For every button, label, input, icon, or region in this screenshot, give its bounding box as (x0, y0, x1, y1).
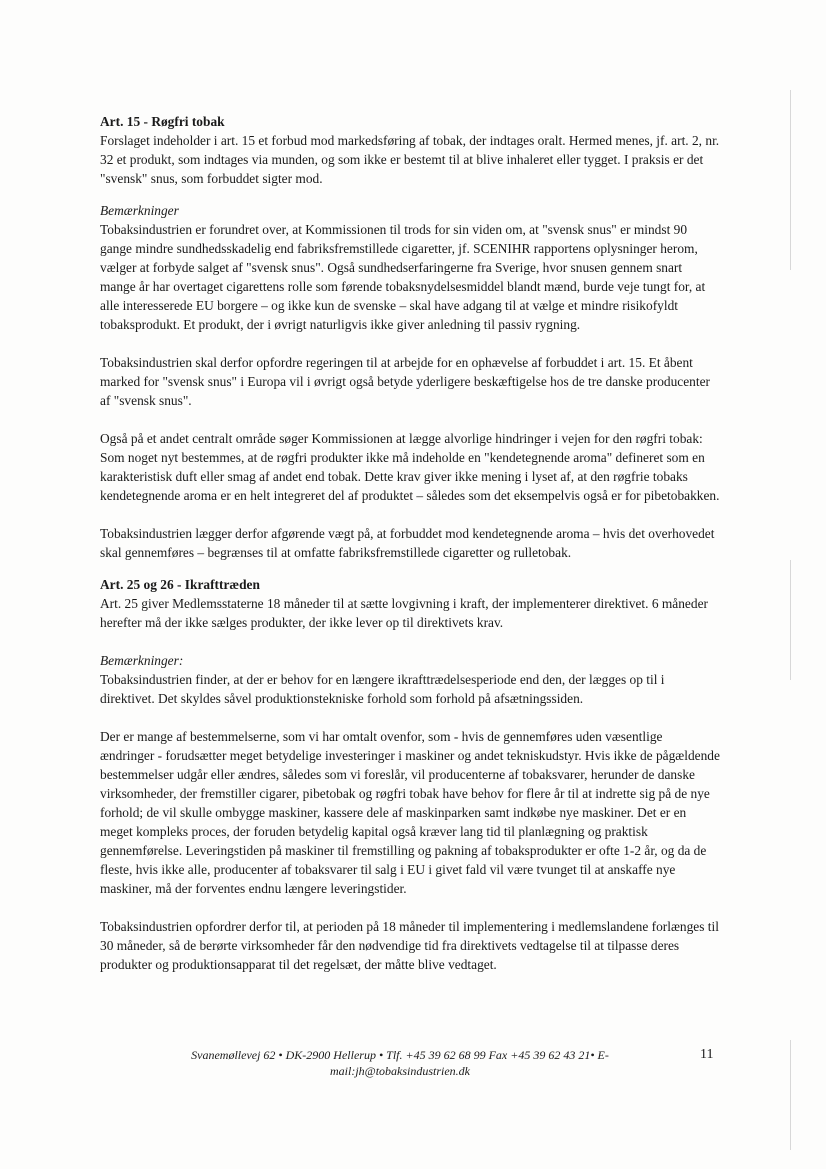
remarks1-paragraph-1: Tobaksindustrien er forundret over, at Kommissionen til trods for sin viden om, at "svensk snus" er mindst 90 gange mindre sundhedsskadelig end fabriksfremstillede cigaretter, jf. SCENIHR rapportens oplysninger herom, vælger at forbyde salget af "svensk snus". Også sundhedserfaringerne fra Sverige, hvor snusen gennem snart mange år har overtaget cigarettens rolle som førende tobaksnydelsesmiddel blandt mænd, burde veje tungt for, at alle interesserede EU borgere – og ikke kun de svenske – skal have adgang til at vælge et mindre risikofyldt tobaksprodukt. Et produkt, der i øvrigt naturligvis ikke giver anledning til passiv rygning. (100, 222, 706, 332)
remarks1-paragraph-4: Tobaksindustrien lægger derfor afgørende vægt på, at forbuddet mod kendetegnende aroma – hvis det overhovedet skal gennemføres – begrænses til at omfatte fabriksfremstillede cigaretter og rulletobak. (100, 526, 715, 560)
remarks2-paragraph-1: Tobaksindustrien finder, at der er behov for en længere ikrafttrædelsesperiode end den, der lægges op til i direktivet. Det skyldes såvel produktionstekniske forhold som forhold på afsætningssiden. (100, 672, 665, 706)
remarks1-paragraph-2: Tobaksindustrien skal derfor opfordre regeringen til at arbejde for en ophævelse af forbuddet i art. 15. Et åbent marked for "svensk snus" i Europa vil i øvrigt også betyde yderligere beskæftigelse hos de tre danske producenter af "svensk snus". (100, 355, 710, 408)
footer-address: Svanemøllevej 62 • DK-2900 Hellerup • Tlf. +45 39 62 68 99 Fax +45 39 62 43 21• E-mail:jh@tobaksindustrien.dk (191, 1048, 609, 1078)
art25-heading: Art. 25 og 26 - Ikrafttræden (100, 577, 260, 592)
remarks2-paragraph-2: Der er mange af bestemmelserne, som vi har omtalt ovenfor, som - hvis de gennemføres uden væsentlige ændringer - forudsætter meget betydelige investeringer i maskiner og andet tekniskudstyr. Hvis ikke de pågældende bestemmelser udgår eller ændres, således som vi foreslår, vil producenterne af tobaksvarer, herunder de danske virksomheder, der fremstiller cigarer, pibetobak og røgfri tobak have behov for flere år til at indrette sig på de nye forhold; de vil skulle ombygge maskiner, kassere dele af maskinparken samt indkøbe nye maskiner. Det er en meget kompleks proces, der foruden betydelig kapital også kræver lang tid til planlægning og praktisk gennemførelse. Leveringstiden på maskiner til fremstilling og pakning af tobaksprodukter er ofte 1-2 år, og da de fleste, hvis ikke alle, producenter af tobaksvarer til salg i EU i givet fald vil være tvunget til at anskaffe nye maskiner, må der forventes endnu længere leveringstider. (100, 729, 720, 896)
document-body (100, 112, 720, 974)
remarks2-heading: Bemærkninger: (100, 653, 184, 668)
remarks1-heading: Bemærkninger (100, 203, 179, 218)
scan-edge-mark (790, 560, 791, 680)
scan-edge-mark (790, 90, 791, 270)
art15-heading: Art. 15 - Røgfri tobak (100, 114, 225, 129)
art25-text: Art. 25 giver Medlemsstaterne 18 måneder til at sætte lovgivning i kraft, der implementerer direktivet. 6 måneder herefter må der ikke sælges produkter, der ikke lever op til direktivets krav. (100, 596, 708, 630)
scan-edge-mark (790, 1040, 791, 1150)
remarks2-paragraph-3: Tobaksindustrien opfordrer derfor til, at perioden på 18 måneder til implementering i medlemslandene forlænges til 30 måneder, så de berørte virksomheder får den nødvendige tid fra direktivets vedtagelse til at tilpasse deres produkter og produktionsapparat til det regelsæt, der måtte blive vedtaget. (100, 919, 719, 972)
page-number: 11 (700, 1047, 714, 1062)
remarks1-paragraph-3: Også på et andet centralt område søger Kommissionen at lægge alvorlige hindringer i vejen for den røgfri tobak: Som noget nyt bestemmes, at de røgfri produkter ikke må indeholde en "kendetegnende aroma" defineret som en karakteristisk duft eller smag af andet end tobak. Dette krav giver ikke mening i lyset af, at den røgfrie tobaks kendetegnende aroma er en helt integreret del af produktet – således som det eksempelvis også er for pibetobakken. (100, 431, 720, 503)
art15-text: Forslaget indeholder i art. 15 et forbud mod markedsføring af tobak, der indtages oralt. Hermed menes, jf. art. 2, nr. 32 et produkt, som indtages via munden, og som ikke er bestemt til at blive inhaleret eller tygget. I praksis er det "svensk" snus, som forbuddet sigter mod. (100, 133, 720, 186)
